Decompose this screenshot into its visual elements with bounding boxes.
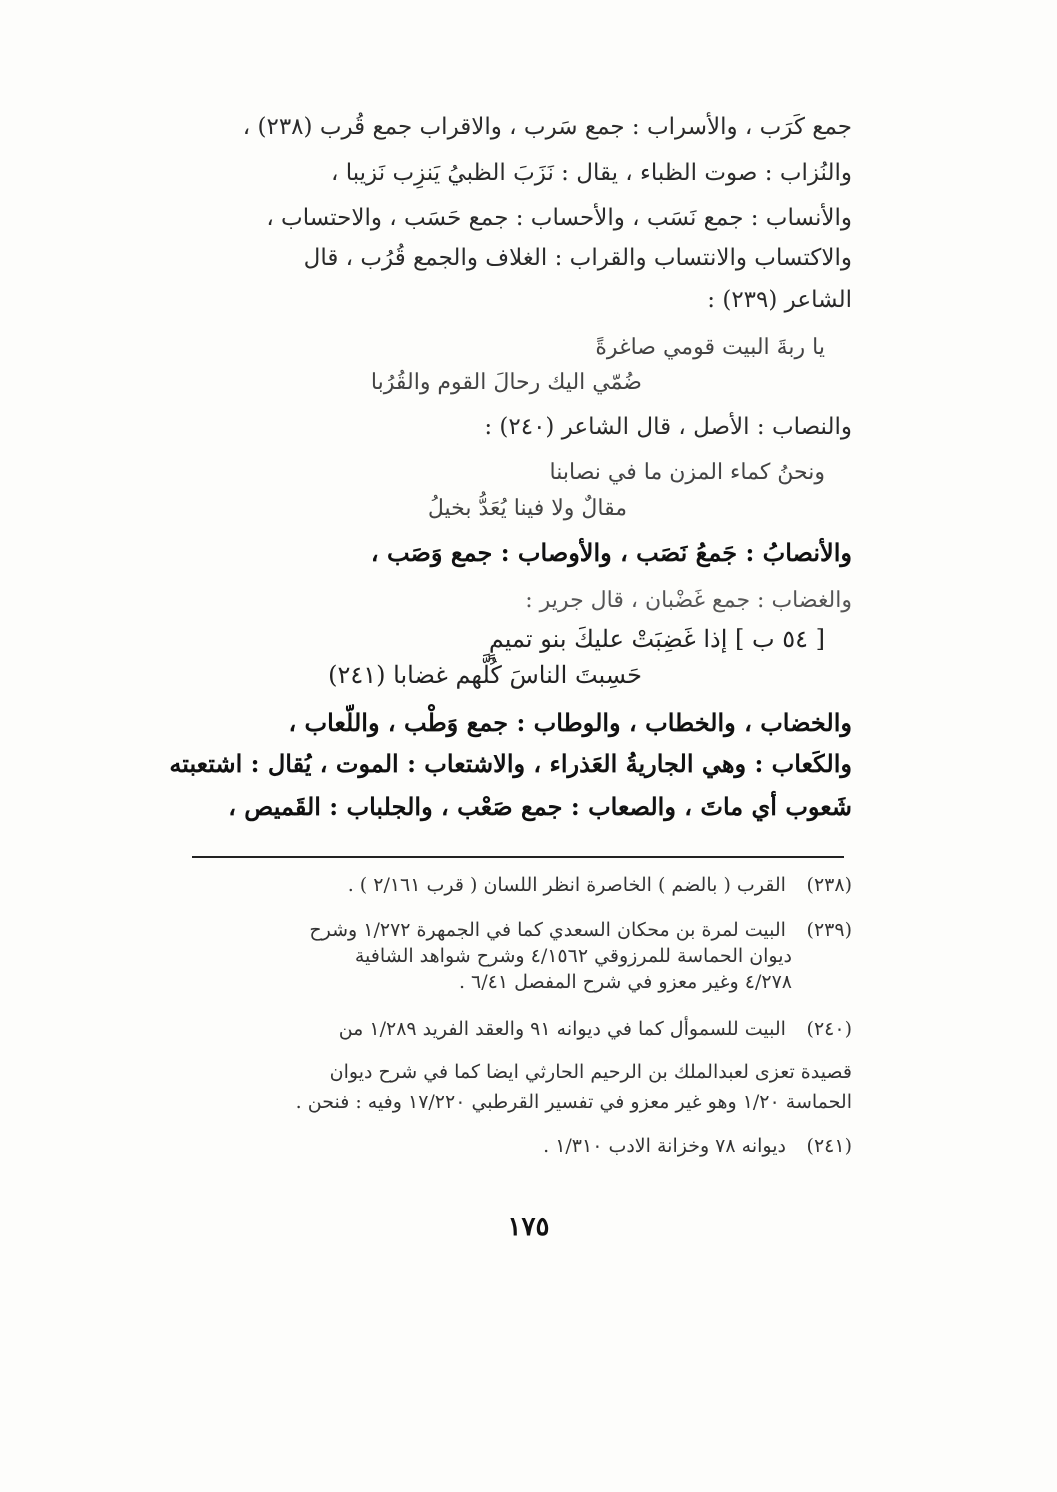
body-line-3: والأنساب : جمع نَسَب ، والأحساب : جمع حَسَب ، والاحتساب ، <box>266 205 852 231</box>
footnote-239 <box>309 917 852 943</box>
body-line-2: والنُزاب : صوت الظباء ، يقال : نَزَبَ الظبيُ يَنزِب نَزيبا ، <box>330 160 852 186</box>
body-line-5: الشاعر (٢٣٩) : <box>707 287 852 313</box>
verse-3-hemistich-a: [ ٥٤ ب ] إذا غَضِبَتْ عليكَ بنو تميمٍ <box>488 625 825 653</box>
body-line-shaub: شَعوب أي ماتَ ، والصعاب : جمع صَعْب ، والجلباب : القَميص ، <box>228 792 852 821</box>
body-line-4: والاكتساب والانتساب والقراب : الغلاف والجمع قُرُب ، قال <box>303 245 852 271</box>
footnote-text: ديوانه ٧٨ وخزانة الادب ١/٣١٠ . <box>543 1135 786 1157</box>
footnote-number: (٢٣٩) <box>806 919 852 941</box>
poet-intro-240: والنصاب : الأصل ، قال الشاعر (٢٤٠) : <box>484 414 852 440</box>
body-line-1: جمع كَرَب ، والأسراب : جمع سَرب ، والاقراب جمع قُرب (٢٣٨) ، <box>242 114 852 140</box>
footnote-239-line-3: ٤/٢٧٨ وغير معزو في شرح المفصل ٦/٤١ . <box>458 971 792 993</box>
body-line-khidab: والخضاب ، والخطاب ، والوطاب : جمع وَطْب ، واللّعاب ، <box>288 708 852 737</box>
verse-2-hemistich-b: مقالٌ ولا فينا يُعَدُّ بخيلُ <box>427 496 627 521</box>
body-line-kaab: والكَعاب : وهي الجاريةُ العَذراء ، والاشتعاب : الموت ، يُقال : اشتعبته <box>169 749 852 778</box>
verse-3-hemistich-b: حَسِبتَ الناسَ كُلَّهم غضابا (٢٤١) <box>328 661 642 689</box>
footnote-text: البيت للسموأل كما في ديوانه ٩١ والعقد الفريد ١/٢٨٩ من <box>338 1018 786 1040</box>
page-number: ١٧٥ <box>507 1212 550 1242</box>
footnote-number: (٢٤٠) <box>806 1018 852 1040</box>
body-line-ansab: والأنصابُ : جَمعُ نَصَب ، والأوصاب : جمع وَصَب ، <box>370 538 852 567</box>
footnote-240 <box>339 1016 852 1042</box>
footnote-number: (٢٤١) <box>806 1135 852 1157</box>
body-line-ghidab: والغضاب : جمع غَضْبان ، قال جرير : <box>525 588 852 613</box>
footnote-divider <box>192 856 844 858</box>
verse-2-hemistich-a: ونحنُ كماء المزن ما في نصابنا <box>549 460 825 485</box>
footnote-number: (٢٣٨) <box>806 874 852 896</box>
footnote-text: البيت لمرة بن محكان السعدي كما في الجمهرة ١/٢٧٢ وشرح <box>309 919 786 941</box>
footnote-240-line-3: الحماسة ١/٢٠ وهو غير معزو في تفسير القرطبي ١٧/٢٢٠ وفيه : فنحن . <box>295 1091 852 1113</box>
footnote-239-line-2: ديوان الحماسة للمرزوقي ٤/١٥٦٢ وشرح شواهد الشافية <box>354 945 792 967</box>
footnote-238 <box>348 872 852 898</box>
footnote-241 <box>543 1133 852 1159</box>
footnote-text: القرب ( بالضم ) الخاصرة انظر اللسان ( قرب ٢/١٦١ ) . <box>347 874 786 896</box>
footnote-240-line-2: قصيدة تعزى لعبدالملك بن الرحيم الحارثي ايضا كما في شرح ديوان <box>329 1061 852 1083</box>
verse-1-hemistich-a: يا ربةَ البيت قومي صاغرةً <box>595 335 825 360</box>
verse-1-hemistich-b: ضُمّي اليك رحالَ القوم والقُرُبا <box>370 370 642 395</box>
